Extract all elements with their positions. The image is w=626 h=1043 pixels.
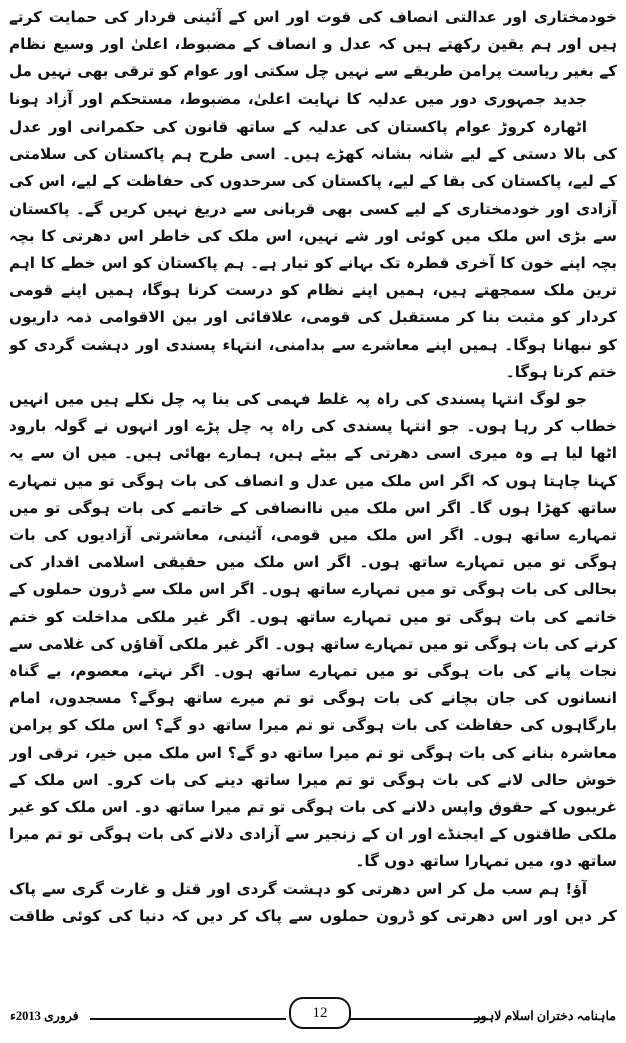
article-paragraph-3: اٹھارہ کروڑ عوام پاکستان کی عدلیہ کے ساتھ قانون کی حکمرانی اور عدل کی بالا دستی کے لیے شانہ بشانہ کھڑے ہیں۔ اسی طرح ہم پاکستان کی سلامتی کے لیے، پاکستان کی بقا کے لیے، پاکستان کی سرحدوں کی حفاظت کے لیے، اس کی آزادی اور خودمختاری کے لیے کسی بھی قربانی سے دریغ نہیں کریں گے۔ پاکستان سے بڑی اس ملک میں کوئی اور شے نہیں، اس ملک کی خاطر اس دھرتی کا بچہ بچہ اپنے خون کا آخری قطرہ تک بہانے کو تیار ہے۔ ہم پاکستان کو اس خطے کا اہم ترین ملک سمجھتے ہیں، ہمیں اپنے نظام کو درست کرنا ہوگا، ہمیں اپنے قومی کردار کو مثبت بنا کر مستقبل کی قومی، علاقائی اور بین الاقوامی ذمہ داریوں کو نبھانا ہوگا۔ ہمیں اپنے معاشرے سے بدامنی، انتہاء پسندی اور دہشت گردی کو ختم کرنا ہوگا۔ [9,118,617,381]
footer-rule-left [90,1018,286,1020]
article-paragraph-1: خودمختاری اور عدالتی انصاف کی قوت اور اس کے آئینی قردار کی حمایت کرتے ہیں اور ہم یقین رکھتے ہیں کہ عدل و انصاف کے مضبوط، اعلیٰ اور وسیع نظام کے بغیر ریاست پرامن طریقے سے نہیں چل سکتی اور عوام کو ترقی بھی نہیں مل [9,8,617,81]
footer-issue-date: فروری 2013ء [10,1009,79,1023]
page-number: 12 [289,997,351,1029]
article-paragraph-4: جو لوگ انتہا پسندی کی راہ پہ غلط فہمی کی بنا پہ چل نکلے ہیں میں انہیں خطاب کر رہا ہوں۔ جو انتہا پسندی کی راہ پہ چل پڑے اور انہوں نے گولہ بارود اٹھا لیا ہے وہ میری اسی دھرتی کے بیٹے ہیں، ہمارے بھائی ہیں۔ میں ان سے یہ کہنا چاہتا ہوں کہ اگر اس ملک میں عدل و انصاف کی بات ہوگی تو میں تمہارے ساتھ کھڑا ہوں گا۔ اگر اس ملک میں ناانصافی کے خاتمے کی بات ہوگی تو میں تمہارے ساتھ ہوں۔ اگر اس ملک میں قومی، آئینی، معاشرتی آزادیوں کی بات ہوگی تو میں تمہارے ساتھ ہوں۔ اگر اس ملک میں حقیقی اسلامی اقدار کی بحالی کی بات ہوگی تو میں تمہارے ساتھ ہوں۔ اگر اس ملک سے ڈرون حملوں کے خاتمے کی بات ہوگی تو میں تمہارے ساتھ ہوں۔ اگر غیر ملکی مداخلت کو ختم کرنے کی بات ہوگی تو میں تمہارے ساتھ ہوں۔ اگر غیر ملکی آقاؤں کی غلامی سے نجات پانے کی بات ہوگی تو میں تمہارے ساتھ ہوں۔ اگر نہتے، معصوم، بے گناہ انسانوں کی جان بچانے کی بات ہوگی تو تم میرے ساتھ ہوگے؟ مسجدوں، امام بارگاہوں کی حفاظت کی بات ہوگی تو تم میرا ساتھ دو گے؟ اس ملک کو پرامن معاشرہ بنانے کی بات ہوگی تو تم میرا ساتھ دو گے؟ اس ملک میں خیر، ترقی اور خوش حالی لانے کی بات ہوگی تو تم میرا ساتھ دینے کی بات کرو۔ اس ملک کے غریبوں کے حقوق واپس دلانے کی بات ہوگی تو تم میرا ساتھ دو۔ اس ملک کو غیر ملکی طاقتوں کے ایجنڈے اور ان کے زنجیر سے آزادی دلانے کی بات ہوگی تو تم میرا ساتھ دو، میں تمہارا ساتھ دوں گا۔ [9,390,617,871]
article-paragraph-2: جدید جمہوری دور میں عدلیہ کا نہایت اعلیٰ، مضبوط، مستحکم اور آزاد ہونا [9,90,587,108]
article-body [9,4,617,936]
footer-rule-right [346,1018,488,1020]
page-footer [10,1005,616,1043]
footer-magazine-name: ماہنامہ دختران اسلام لاہور [474,1009,616,1023]
article-paragraph-5: آؤ! ہم سب مل کر اس دھرتی کو دہشت گردی اور قتل و غارت گری سے پاک کر دیں اور اس دھرتی کو ڈرون حملوں سے پاک کر دیں کہ دنیا کی کوئی طاقت [9,880,617,926]
